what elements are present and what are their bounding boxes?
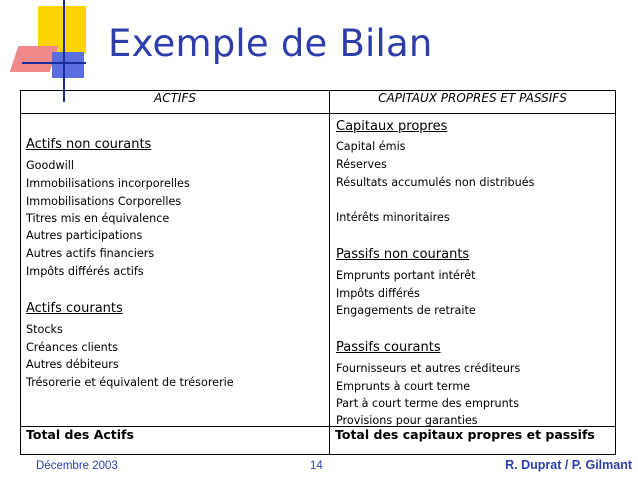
list-item: Réserves: [336, 158, 387, 171]
decor-horizontal-line: [22, 62, 86, 64]
section-current-liabilities: Passifs courants: [336, 340, 441, 355]
section-equity: Capitaux propres: [336, 119, 448, 134]
equity-liabilities-cell: [330, 114, 616, 427]
list-item: Impôts différés actifs: [26, 265, 144, 278]
list-item: Fournisseurs et autres créditeurs: [336, 362, 521, 375]
list-item: Provisions pour garanties: [336, 414, 478, 427]
list-item: Impôts différés: [336, 287, 420, 300]
assets-cell: [21, 114, 330, 427]
header-assets: ACTIFS: [21, 91, 330, 114]
slide-title: Exemple de Bilan: [108, 22, 433, 65]
footer-page-number: 14: [310, 460, 323, 472]
table-header-row: [21, 91, 616, 114]
section-non-current-liabilities: Passifs non courants: [336, 247, 470, 262]
list-item: Autres actifs financiers: [26, 247, 155, 260]
list-item: Goodwill: [26, 159, 74, 172]
decor-pink-square: [10, 46, 58, 72]
table-body-row: [21, 114, 616, 427]
list-item: Stocks: [26, 323, 63, 336]
decor-vertical-line: [63, 0, 65, 102]
list-item: Immobilisations Corporelles: [26, 195, 182, 208]
list-item: Capital émis: [336, 140, 406, 153]
list-item: Autres participations: [26, 229, 143, 242]
list-item: Emprunts portant intérêt: [336, 269, 476, 282]
total-assets-label: Total des Actifs: [21, 427, 330, 455]
list-item: Engagements de retraite: [336, 304, 476, 317]
header-equity-liabilities: CAPITAUX PROPRES ET PASSIFS: [330, 91, 616, 114]
footer-authors: R. Duprat / P. Gilmant: [505, 458, 632, 472]
list-item: Créances clients: [26, 341, 118, 354]
list-item: Part à court terme des emprunts: [336, 397, 519, 410]
list-item: Immobilisations incorporelles: [26, 177, 190, 190]
total-equity-liabilities-label: Total des capitaux propres et passifs: [330, 427, 616, 455]
list-item: Résultats accumulés non distribués: [336, 176, 535, 189]
list-item: Emprunts à court terme: [336, 380, 471, 393]
list-item: Titres mis en équivalence: [26, 212, 170, 225]
list-item: Trésorerie et équivalent de trésorerie: [26, 376, 234, 389]
table-footer-row: [21, 427, 616, 455]
section-current-assets: Actifs courants: [26, 301, 123, 316]
decor-blue-square: [52, 52, 84, 78]
footer-date: Décembre 2003: [36, 460, 118, 472]
list-item: Intérêts minoritaires: [336, 211, 450, 224]
section-non-current-assets: Actifs non courants: [26, 137, 152, 152]
list-item: Autres débiteurs: [26, 358, 119, 371]
balance-sheet-table: [20, 90, 616, 455]
